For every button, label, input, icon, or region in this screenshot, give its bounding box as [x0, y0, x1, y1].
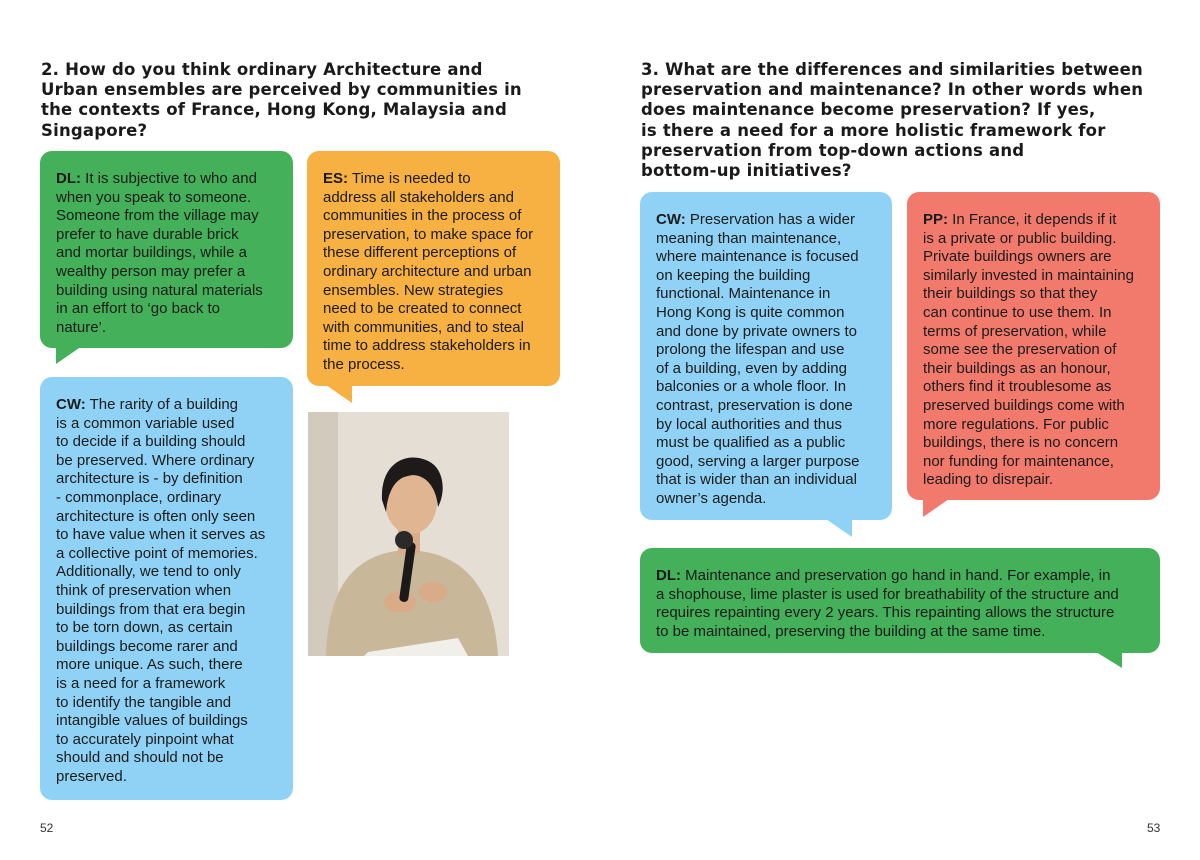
- answer-line: contrast, preservation is done: [656, 396, 853, 414]
- answer-line: address all stakeholders and: [323, 188, 514, 206]
- es-bubble-tail: [326, 385, 352, 403]
- answer-line: when you speak to someone.: [56, 188, 252, 206]
- answer-line: buildings, there is no concern: [923, 434, 1119, 452]
- answer-line: these different perceptions of: [323, 244, 517, 262]
- dl-bubble-tail-right: [1096, 652, 1122, 668]
- question-3-line: preservation and maintenance? In other words when: [641, 80, 1144, 100]
- question-2-line: 2. How do you think ordinary Architecture and: [41, 60, 483, 79]
- answer-line: is a private or public building.: [923, 229, 1117, 247]
- answer-line: terms of preservation, while: [923, 322, 1107, 340]
- answer-line: functional. Maintenance in: [656, 285, 831, 303]
- dl-answer-bubble: [40, 151, 293, 348]
- answer-line: buildings from that era begin: [56, 600, 246, 618]
- answer-line: should and should not be: [56, 749, 224, 767]
- dl-bubble-tail: [56, 346, 82, 364]
- answer-line: ensembles. New strategies: [323, 281, 504, 299]
- answer-line: the process.: [323, 355, 405, 373]
- answer-line: wealthy person may prefer a: [56, 262, 246, 280]
- speaker-label: DL:: [56, 170, 81, 187]
- answer-line: prolong the lifespan and use: [656, 341, 845, 359]
- answer-line: architecture is - by definition: [56, 470, 243, 488]
- answer-line: to accurately pinpoint what: [56, 730, 234, 748]
- speaker-label: CW:: [656, 211, 686, 228]
- answer-line: think of preservation when: [56, 581, 232, 599]
- answer-line: similarly invested in maintaining: [923, 266, 1134, 284]
- answer-line: must be qualified as a public: [656, 434, 846, 452]
- question-3: [641, 60, 1143, 181]
- answer-line: need to be created to connect: [323, 300, 522, 318]
- answer-line: to decide if a building should: [56, 433, 246, 451]
- question-2-line: the contexts of France, Hong Kong, Malaysia and: [41, 100, 507, 120]
- answer-line: by local authorities and thus: [656, 415, 842, 433]
- speaker-label: CW:: [56, 396, 86, 413]
- answer-line: more unique. As such, there: [56, 656, 243, 674]
- answer-line: meaning than maintenance,: [656, 229, 842, 247]
- answer-line: to identify the tangible and: [56, 693, 232, 711]
- answer-line: a collective point of memories.: [56, 544, 258, 562]
- answer-line: Additionally, we tend to only: [56, 563, 241, 581]
- answer-line: on keeping the building: [656, 266, 811, 284]
- answer-line: their buildings so that they: [923, 285, 1098, 303]
- answer-line: owner’s agenda.: [656, 489, 767, 507]
- question-2: [41, 60, 522, 141]
- answer-line: in an effort to ‘go back to: [56, 300, 220, 318]
- answer-line: and done by private owners to: [656, 322, 857, 340]
- dl-answer-bubble-right: [640, 548, 1160, 653]
- cw-answer-text: [56, 396, 293, 786]
- cw-answer-bubble: [40, 377, 293, 800]
- answer-line: to be torn down, as certain: [56, 619, 233, 637]
- answer-line: with communities, and to steal: [323, 318, 524, 336]
- answer-line: Time is needed to: [348, 170, 471, 187]
- answer-line: It is subjective to who and: [81, 170, 257, 187]
- answer-line: Maintenance and preservation go hand in hand. For example, in: [681, 567, 1111, 584]
- answer-line: preservation, to make space for: [323, 225, 534, 243]
- question-2-line: Urban ensembles are perceived by communities in: [41, 80, 522, 100]
- answer-line: intangible values of buildings: [56, 712, 248, 730]
- answer-line: be preserved. Where ordinary: [56, 451, 255, 469]
- answer-line: can continue to use them. In: [923, 303, 1112, 321]
- answer-line: of a building, even by adding: [656, 359, 847, 377]
- answer-line: Hong Kong is quite common: [656, 303, 845, 321]
- answer-line: where maintenance is focused: [656, 248, 859, 266]
- cw-answer-bubble-right: [640, 192, 892, 520]
- answer-line: balconies or a whole floor. In: [656, 378, 847, 396]
- question-3-line: preservation from top-down actions and: [641, 140, 1025, 160]
- answer-line: a shophouse, lime plaster is used for breathability of the structure and: [656, 585, 1119, 603]
- answer-line: nature’.: [56, 318, 107, 336]
- answer-line: is a common variable used: [56, 414, 235, 432]
- answer-line: Preservation has a wider: [685, 211, 855, 228]
- answer-line: The rarity of a building: [85, 396, 239, 413]
- answer-line: preserved buildings come with: [923, 396, 1125, 414]
- answer-line: buildings become rarer and: [56, 637, 238, 655]
- answer-line: In France, it depends if it: [948, 211, 1117, 228]
- answer-line: requires repainting every 2 years. This repainting allows the structure: [656, 604, 1115, 622]
- answer-line: preserved.: [56, 767, 127, 785]
- dl-answer-text: [56, 170, 293, 337]
- page-number-left: 52: [40, 821, 54, 835]
- speaker-label: DL:: [656, 567, 681, 584]
- answer-line: architecture is often only seen: [56, 507, 256, 525]
- dl-answer-text: [656, 567, 1160, 641]
- answer-line: others find it troublesome as: [923, 378, 1112, 396]
- es-answer-text: [323, 170, 560, 375]
- pp-answer-text: [923, 211, 1160, 490]
- answer-line: to have value when it serves as: [56, 526, 266, 544]
- answer-line: time to address stakeholders in: [323, 337, 531, 355]
- answer-line: more regulations. For public: [923, 415, 1109, 433]
- answer-line: ordinary architecture and urban: [323, 262, 532, 280]
- speaker-photo-illustration: [308, 412, 509, 656]
- speaker-label: PP:: [923, 211, 949, 228]
- speaker-photo: [308, 412, 509, 656]
- answer-line: and mortar buildings, while a: [56, 244, 247, 262]
- answer-line: Private buildings owners are: [923, 248, 1112, 266]
- answer-line: some see the preservation of: [923, 341, 1117, 359]
- answer-line: to be maintained, preserving the building at the same time.: [656, 622, 1046, 640]
- question-3-line: is there a need for a more holistic framework for: [641, 120, 1106, 140]
- answer-line: good, serving a larger purpose: [656, 452, 860, 470]
- question-3-line: bottom-up initiatives?: [641, 161, 852, 181]
- question-2-line: Singapore?: [41, 120, 148, 140]
- pp-bubble-tail: [923, 499, 949, 517]
- es-answer-bubble: [307, 151, 560, 386]
- speaker-label: ES:: [323, 170, 349, 187]
- answer-line: leading to disrepair.: [923, 471, 1054, 489]
- cw-bubble-tail: [826, 519, 852, 537]
- answer-line: building using natural materials: [56, 281, 263, 299]
- answer-line: their buildings as an honour,: [923, 359, 1111, 377]
- question-3-line: does maintenance become preservation? If yes,: [641, 100, 1096, 120]
- answer-line: Someone from the village may: [56, 207, 259, 225]
- answer-line: nor funding for maintenance,: [923, 452, 1114, 470]
- answer-line: is a need for a framework: [56, 674, 226, 692]
- page-number-right: 53: [1147, 821, 1161, 835]
- question-3-line: 3. What are the differences and similarities between: [641, 60, 1143, 79]
- answer-line: prefer to have durable brick: [56, 225, 239, 243]
- cw-answer-text: [656, 211, 892, 509]
- pp-answer-bubble: [907, 192, 1160, 500]
- answer-line: that is wider than an individual: [656, 471, 857, 489]
- answer-line: - commonplace, ordinary: [56, 488, 222, 506]
- answer-line: communities in the process of: [323, 207, 522, 225]
